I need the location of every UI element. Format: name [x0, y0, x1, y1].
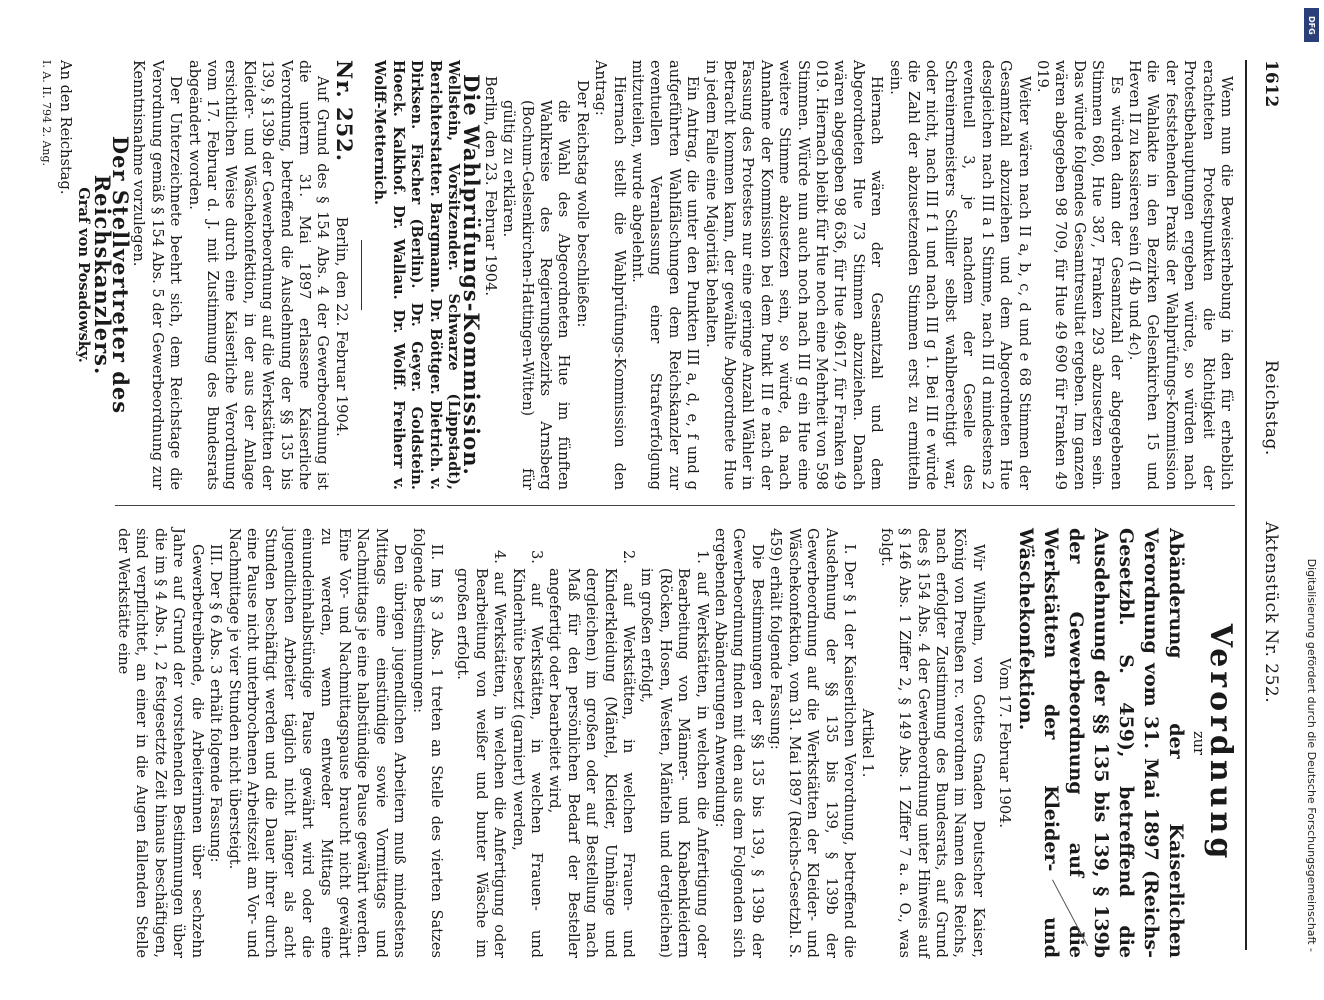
publication-name: Reichstag.	[1261, 360, 1281, 456]
paragraph: Den übrigen jugendlichen Arbeitern muß mindestens Mittags eine einstündige sowie Vormittags und Nachmittags je eine halbstündige Pause gewährt werden. Eine Vor- und Nachmittagspause braucht nicht gewährt zu werden, wenn entweder Mittags eine einundeinhalbstündige Pause gewährt wird oder die jugendlichen Arbeiter täglich nicht länger als acht Stunden beschäftigt werden und die Dauer ihrer durch eine Pause nicht unterbrochenen Arbeitszeit am Vor- und Nachmittage je vier Stunden nicht übersteigt.	[225, 528, 409, 958]
digitization-margin	[1301, 0, 1321, 1000]
document-number: Aktenstück Nr. 252.	[1261, 521, 1281, 704]
paragraph: Wenn nun die Beweiserhebung in den für erheblich erachteten Protestpunkten die Richtigkeit der Protestbehauptungen ergeben würde, so würden nach der feststehenden Praxis der Wahlprüfungs-Kommission die Wahlakte in den Bezirken Gelsenkirchen 15 und Heven II zu kassieren sein (I 4b und 4c).	[1125, 60, 1235, 490]
left-column	[37, 60, 1235, 490]
number-line	[331, 60, 357, 490]
digitization-notice: Digitalisierung gefördert durch die Deutsche Forschungsgemeinschaft -	[1305, 558, 1318, 952]
paragraph: Es würden dann der Gesamtzahl der abgegebenen Stimmen 680, Hue 387, Franken 293 abzusetzen sein. Das würde folgendes Gesamtresultat ergeben. Im ganzen wären abgegeben 98 709, für Hue 49 690 für Franken 49 019.	[1033, 60, 1125, 490]
paragraph: Der Unterzeichnete beehrt sich, dem Reichstage die Verordnung gemäß § 154 Abs. 5 der Gewerbeordnung zur Kenntnisnahme vorzulegen.	[130, 60, 185, 490]
separator	[361, 240, 362, 310]
paragraph: III. Der § 6 Abs. 3 erhält folgende Fassung:	[207, 544, 225, 863]
addressee: An den Reichstag.	[56, 60, 74, 195]
paragraph: Weiter wären nach II a, b, c, d und e 68 Stimmen der Gesamtzahl abzuziehen und dem Abgeordneten Hue desgleichen nach III a 1 Stimme, nach III d mindestens 2 eventuell 3, je nachdem der Geselle des Schreinermeisters Schiller selbst wahlberechtigt war, oder nicht, nach III f 1 und nach III g 1. Bei III e würde die Zahl der abzusetzenden Stimmen erst zu ermitteln sein.	[886, 60, 1033, 490]
dfg-logo: DFG	[1304, 8, 1319, 42]
commission-heading: Die Wahlprüfungs-Kommission.	[459, 74, 485, 476]
header-rule	[1245, 60, 1247, 950]
list-item: 2. auf Werkstätten, in welchen Frauen- und Kinderkleidung (Mäntel, Kleider, Umhänge und dergleichen) im großen oder auf Bestellung nach Maß für den persönlichen Bedarf der Besteller angefertigt oder bearbeitet wird,	[546, 550, 638, 958]
motion-text: die Wahl des Abgeordneten Hue im fünften Wahlkreise des Regierungsbezirks Arnsberg (Bochum-Gelsenkirchen-Hattingen-Witten) für gültig zu erklären.	[500, 100, 573, 490]
column-divider	[115, 505, 1235, 506]
right-column	[114, 528, 1238, 958]
paragraph: Hiernach stellt die Wahlprüfungs-Kommission den Antrag:	[592, 60, 628, 490]
list-item: 3. auf Werkstätten, in welchen Frauen- und Kinderhüte besetzt (garniert) werden,	[509, 550, 546, 958]
page-header	[1248, 60, 1288, 960]
number-label: Nr. 252.	[331, 60, 357, 163]
paragraph: I. Der § 1 der Kaiserlichen Verordnung, betreffend die Ausdehnung der §§ 135 bis 139, § 139b der Gewerbeordnung auf die Werkstätten der Kleider- und Wäschekonfektion, vom 31. Mai 1897 (Reichs-Gesetzbl. S. 459) erhält folgende Fassung:	[767, 528, 858, 958]
deputy-heading: Der Stellvertreter des Reichskanzlers.	[89, 135, 134, 415]
list-item: 1. auf Werkstätten, in welchen die Anfertigung oder Bearbeitung von Männer- und Knabenkleidern (Röcken, Hosen, Westen, Mänteln und dergleichen) im großen erfolgt,	[638, 550, 711, 958]
signature: Graf von Posadowsky.	[75, 187, 93, 363]
zur-line: zur	[1189, 730, 1207, 756]
decree-date: Vom 17. Februar 1904.	[996, 657, 1014, 829]
running-head	[1262, 360, 1280, 763]
reference: I. A. II. 794 2. Ang.	[40, 60, 54, 167]
paragraph: Hiernach wären der Gesamtzahl und dem Abgeordneten Hue 73 Stimmen abzuziehen. Danach wären abgegeben 98 636, für Hue 49617, für Franken 49 019. Hiernach bleibt für Hue noch eine Mehrheit von 598 Stimmen. Würde nun auch noch nach III g ein Hue eine weitere Stimme abzusetzen sein, so würde, da nach Annahme der Kommission bei dem Punkt III e nach der Fassung des Protestes nur eine geringe Anzahl Wähler in Betracht kommen kann, der gewählte Abgeordnete Hue in jedem Falle eine Majorität behalten.	[702, 60, 886, 490]
decree-title: Abänderung der Kaiserlichen Verordnung vom 31. Mai 1897 (Reichs-Gesetzbl. S. 459), betreffend die Ausdehnung der §§ 135 bis 139, § 139b der Gewerbeordnung auf die Werkstätten der Kleider- und Wäschekonfektion.	[1015, 528, 1188, 958]
motion-intro: Der Reichstag wolle beschließen:	[573, 80, 591, 328]
paragraph: II. Im § 3 Abs. 1 treten an Stelle des vierten Satzes folgende Bestimmungen:	[409, 528, 445, 958]
paragraph: Auf Grund des § 154 Abs. 4 der Gewerbeordnung ist die unterm 31. Mai 1897 erlassene Kaiserliche Verordnung, betreffend die Ausdehnung der §§ 135 bis 139, § 139b der Gewerbeordnung auf die Werkstätten der Kleider- und Wäschekonfektion, in der aus der Anlage ersichtlichen Weise durch eine Kaiserliche Verordnung vom 17. Februar d. J. mit Zustimmung des Bundesrats abgeändert worden.	[185, 60, 332, 490]
date-line: Berlin, den 23. Februar 1904.	[481, 76, 499, 296]
document-page	[40, 0, 1290, 1000]
commission-members: Wellstein, Vorsitzender. Schwarze (Lippstadt), Berichterstatter. Bargmann. Dr. Böttger. Dietrich. v. Dirksen. Fischer (Berlin). Dr. Geyer. Goldstein. Hoeck. Kalkhof. Dr. Wallau. Dr. Wolff. Freiherr v. Wolff-Metternich.	[371, 60, 462, 490]
date-line: Berlin, den 22. Februar 1904.	[332, 216, 350, 437]
paragraph: Ein Antrag, die unter den Punkten III a, d, e, f und g aufgeführten Wahlfälschungen dem Reichskanzler zur eventuellen Veranlassung einer Strafverfolgung mitzuteilen, wurde abgelehnt.	[629, 60, 702, 490]
decree-heading: Verordnung	[1203, 623, 1238, 863]
paragraph: Die Bestimmungen der §§ 135 bis 139, § 139b der Gewerbeordnung finden mit den aus dem Folgenden sich ergebenden Abänderungen Anwendung:	[712, 528, 766, 958]
page-number: 1612	[1261, 60, 1281, 108]
list-item: 4. auf Werkstätten, in welchen die Anfertigung oder Bearbeitung von weißer und bunter Wäsche im großen erfolgt.	[454, 550, 509, 958]
article-heading: Artikel 1.	[859, 708, 877, 778]
paragraph: Gewerbetreibende, die Arbeiterinnen über sechzehn Jahre auf Grund der vorstehenden Bestimmungen über die im § 4 Abs. 1, 2 festgesetzte Zeit hinaus beschäftigen, sind verpflichtet, an einer in die Augen fallenden Stelle der Werkstätte eine	[115, 528, 206, 958]
preamble: Wir Wilhelm, von Gottes Gnaden Deutscher Kaiser, König von Preußen rc. verordnen im Namen des Reichs, nach erfolgter Zustimmung des Bundesrats, auf Grund des § 154 Abs. 4 der Gewerbeordnung unter Hinweis auf § 146 Abs. 1 Ziffer 2, § 149 Abs. 1 Ziffer 7 a. a. O., was folgt.	[877, 528, 987, 958]
